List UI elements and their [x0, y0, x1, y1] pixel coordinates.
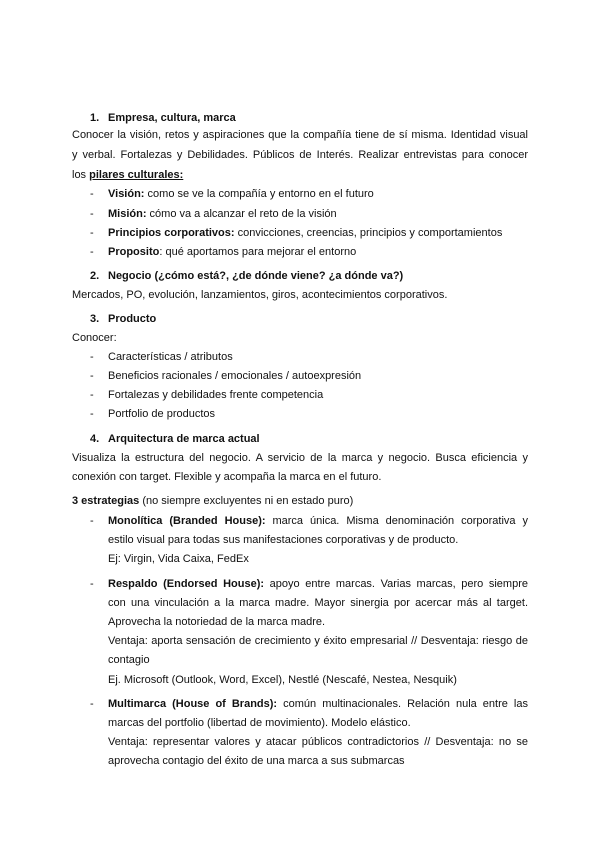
bullet-marker: - — [90, 698, 94, 710]
bullet-caracteristicas: Características / atributos — [108, 351, 233, 363]
bullet-marker: - — [90, 246, 94, 258]
section-4-paragraph-line-1: Visualiza la estructura del negocio. A servicio de la marca y negocio. Busca eficiencia y — [72, 452, 528, 464]
section-1-number: 1. — [90, 112, 100, 124]
strategy-respaldo-line-3: Aprovecha la notoriedad de la marca madre. — [108, 616, 326, 628]
section-4-number: 4. — [90, 433, 100, 445]
bullet-beneficios: Beneficios racionales / emocionales / autoexpresión — [108, 370, 362, 382]
bullet-vision: Visión: como se ve la compañía y entorno en el futuro — [108, 188, 374, 200]
section-2-paragraph: Mercados, PO, evolución, lanzamientos, giros, acontecimientos corporativos. — [72, 289, 448, 301]
bullet-marker: - — [90, 370, 94, 382]
section-1-paragraph-line-3 — [72, 168, 528, 182]
bullet-marker: - — [90, 408, 94, 420]
section-4-title: Arquitectura de marca actual — [108, 433, 260, 445]
section-2-title: Negocio (¿cómo está?, ¿de dónde viene? ¿a dónde va?) — [108, 270, 404, 282]
section-1-paragraph-line-2: y verbal. Fortalezas y Debilidades. Públicos de Interés. Realizar entrevistas para conocer — [72, 149, 528, 161]
strategy-multimarca-pros-cons-end: aprovecha contagio del éxito de una marca a sus submarcas — [108, 755, 405, 767]
section-1-paragraph-line-1: Conocer la visión, retos y aspiraciones que la compañía tiene de sí misma. Identidad visual — [72, 129, 528, 141]
bullet-marker: - — [90, 389, 94, 401]
section-4-paragraph-line-2: conexión con target. Flexible y acompaña la marca en el futuro. — [72, 471, 382, 483]
bullet-marker: - — [90, 208, 94, 220]
strategy-multimarca-line-2: marcas del portfolio (libertad de movimiento). Modelo elástico. — [108, 717, 411, 729]
bullet-fortalezas: Fortalezas y debilidades frente competencia — [108, 389, 324, 401]
bullet-marker: - — [90, 515, 94, 527]
section-3-intro: Conocer: — [72, 332, 117, 344]
strategy-respaldo-pros-cons-end: contagio — [108, 654, 150, 666]
strategy-respaldo-line-1: Respaldo (Endorsed House): apoyo entre marcas. Varias marcas, pero siempre — [108, 578, 528, 590]
strategy-multimarca-pros-cons: Ventaja: representar valores y atacar públicos contradictorios // Desventaja: no se — [108, 736, 528, 748]
bullet-marker: - — [90, 188, 94, 200]
pilares-culturales-link: pilares culturales: — [89, 169, 184, 181]
bullet-proposito: Proposito: qué aportamos para mejorar el entorno — [108, 246, 357, 258]
bullet-marker: - — [90, 578, 94, 590]
section-1-paragraph-prefix: los — [72, 169, 90, 181]
section-2-number: 2. — [90, 270, 100, 282]
bullet-mision: Misión: cómo va a alcanzar el reto de la visión — [108, 208, 337, 220]
bullet-marker: - — [90, 227, 94, 239]
bullet-principios: Principios corporativos: convicciones, creencias, principios y comportamientos — [108, 227, 503, 239]
strategy-respaldo-example: Ej. Microsoft (Outlook, Word, Excel), Nestlé (Nescafé, Nestea, Nesquik) — [108, 674, 457, 686]
strategy-respaldo-line-2: con una vinculación a la marca madre. Mayor sinergia por acercar más al target. — [108, 597, 528, 609]
section-3-title: Producto — [108, 313, 157, 325]
strategy-monolitica-example: Ej: Virgin, Vida Caixa, FedEx — [108, 553, 249, 565]
strategy-respaldo-pros-cons: Ventaja: aporta sensación de crecimiento y éxito empresarial // Desventaja: riesgo de — [108, 635, 528, 647]
bullet-marker: - — [90, 351, 94, 363]
bullet-portfolio: Portfolio de productos — [108, 408, 216, 420]
section-1-title: Empresa, cultura, marca — [108, 112, 236, 124]
strategy-multimarca-line-1: Multimarca (House of Brands): común multinacionales. Relación nula entre las — [108, 698, 528, 710]
strategy-monolitica-line-1: Monolítica (Branded House): marca única. Misma denominación corporativa y — [108, 515, 528, 527]
strategies-heading: 3 estrategias (no siempre excluyentes ni en estado puro) — [72, 495, 354, 507]
strategy-monolitica-line-2: estilo visual para todas sus manifestaciones corporativas y de producto. — [108, 534, 459, 546]
section-3-number: 3. — [90, 313, 100, 325]
